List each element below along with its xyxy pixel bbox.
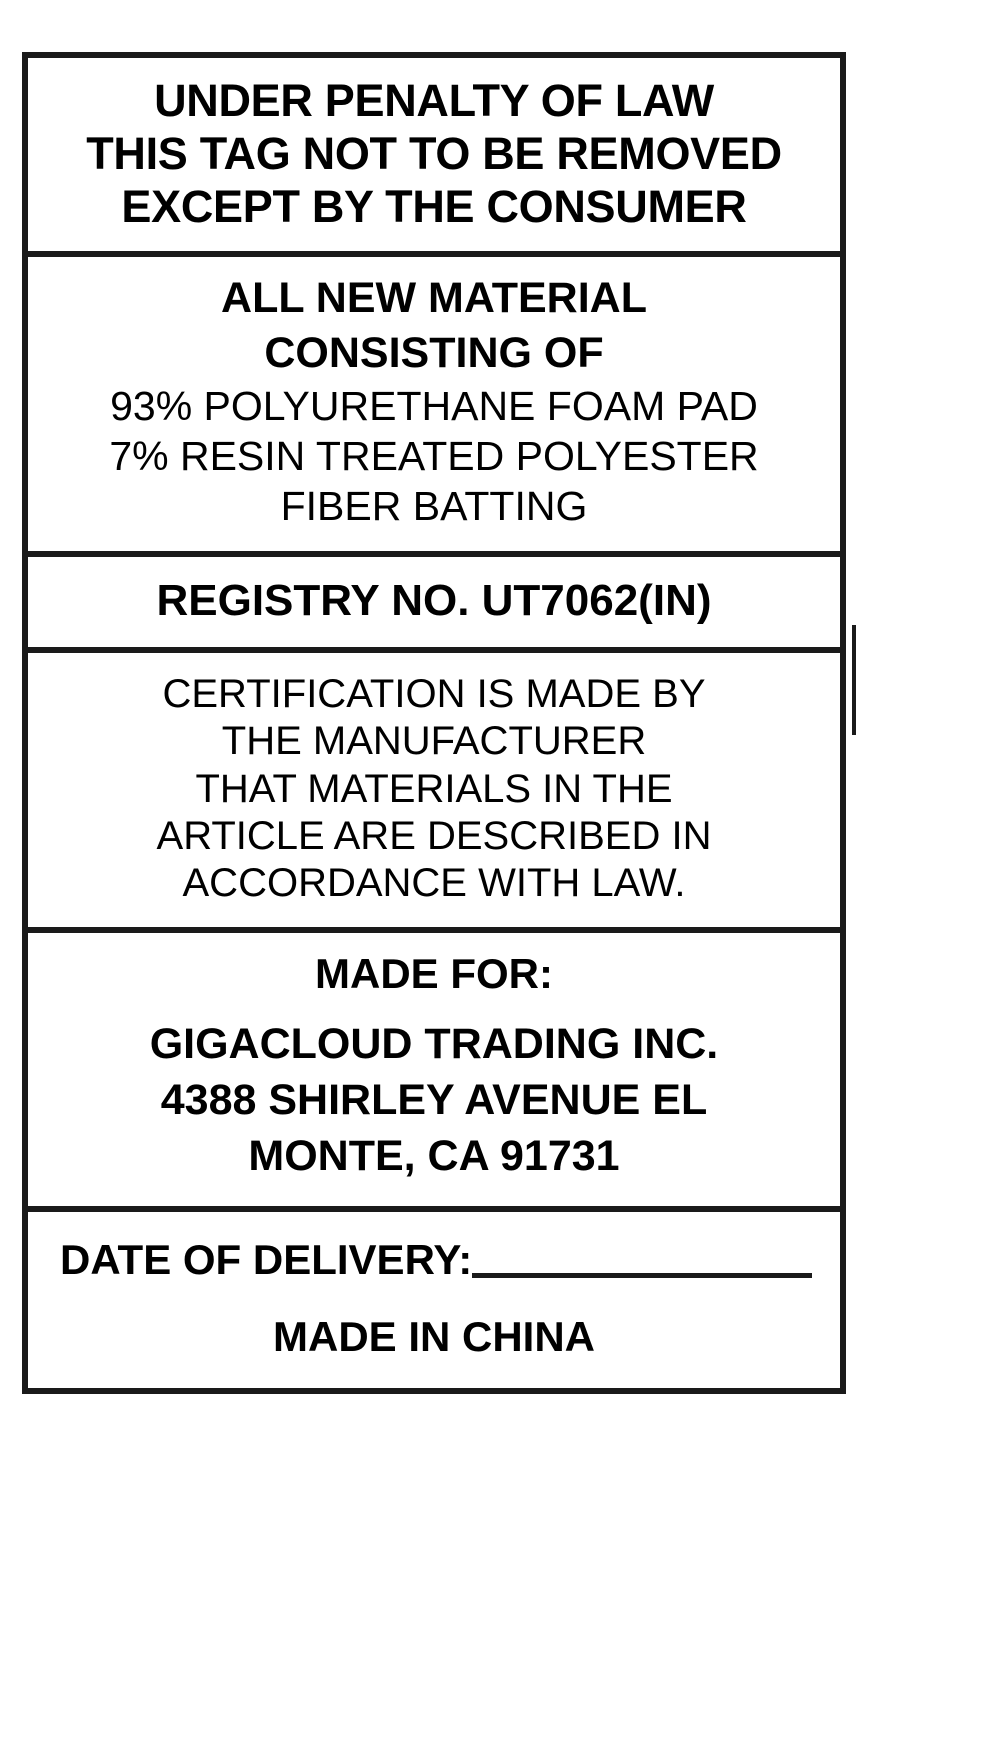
- right-edge-rule: [852, 625, 856, 735]
- certification-line-5: ACCORDANCE WITH LAW.: [182, 861, 686, 906]
- penalty-notice-section: [28, 58, 840, 257]
- company-address-line-2: MONTE, CA 91731: [248, 1131, 620, 1180]
- country-of-origin: MADE IN CHINA: [273, 1313, 595, 1361]
- material-content-section: [28, 257, 840, 557]
- penalty-line-3: EXCEPT BY THE CONSUMER: [121, 181, 747, 233]
- made-for-section: [28, 933, 840, 1212]
- certification-section: [28, 653, 840, 933]
- company-name: GIGACLOUD TRADING INC.: [149, 1019, 719, 1068]
- delivery-date-label: DATE OF DELIVERY:: [60, 1236, 473, 1284]
- certification-line-4: ARTICLE ARE DESCRIBED IN: [156, 813, 712, 858]
- material-content-line-3: FIBER BATTING: [280, 483, 588, 530]
- delivery-origin-section: [28, 1212, 840, 1388]
- company-address-line-1: 4388 SHIRLEY AVENUE EL: [160, 1075, 708, 1124]
- made-for-heading: MADE FOR:: [315, 950, 553, 998]
- certification-line-3: THAT MATERIALS IN THE: [195, 766, 673, 811]
- law-label-tag: [22, 52, 846, 1394]
- certification-line-2: THE MANUFACTURER: [221, 719, 647, 764]
- material-content-line-1: 93% POLYURETHANE FOAM PAD: [110, 383, 758, 430]
- material-heading-line-1: ALL NEW MATERIAL: [221, 274, 647, 323]
- registry-number-section: [28, 557, 840, 653]
- penalty-line-2: THIS TAG NOT TO BE REMOVED: [86, 128, 782, 180]
- delivery-date-write-in-field[interactable]: [472, 1263, 812, 1278]
- delivery-date-row: [38, 1236, 830, 1284]
- penalty-line-1: UNDER PENALTY OF LAW: [154, 75, 714, 126]
- material-heading-line-2: CONSISTING OF: [264, 329, 604, 378]
- registry-number-text: REGISTRY NO. UT7062(IN): [156, 576, 712, 626]
- certification-line-1: CERTIFICATION IS MADE BY: [162, 672, 706, 717]
- material-content-line-2: 7% RESIN TREATED POLYESTER: [109, 433, 759, 480]
